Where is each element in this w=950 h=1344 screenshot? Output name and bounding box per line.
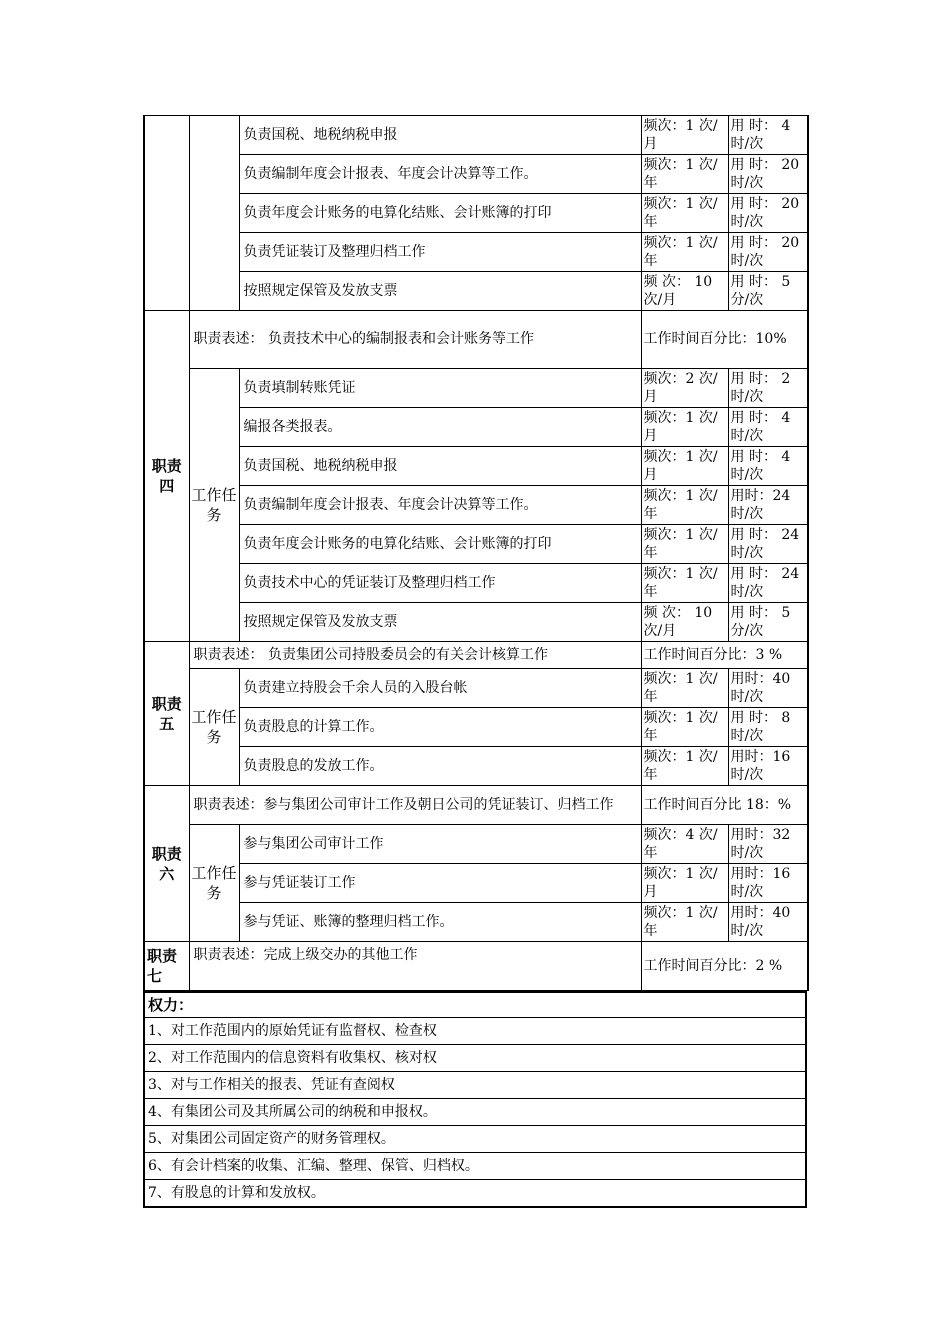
- authority-text: 7、有股息的计算和发放权。: [144, 1180, 806, 1208]
- task-duration: 用时：40时/次: [728, 669, 808, 708]
- duties-table: [143, 115, 809, 991]
- duty-time-percentage: 工作时间百分比：2 %: [641, 942, 808, 991]
- authority-table: [143, 991, 807, 1208]
- authority-item: [144, 1153, 806, 1180]
- task-row: [144, 369, 808, 408]
- authority-item: [144, 1018, 806, 1045]
- task-text: 按照规定保管及发放支票: [239, 603, 641, 642]
- task-text: 负责年度会计账务的电算化结账、会计账簿的打印: [239, 525, 641, 564]
- duty-label: 职责七: [144, 942, 189, 991]
- task-text: 负责股息的计算工作。: [239, 708, 641, 747]
- duty-label: 职责四: [144, 311, 189, 642]
- task-frequency: 频 次： 10次/月: [641, 603, 728, 642]
- task-duration: 用 时： 4时/次: [728, 116, 808, 155]
- task-frequency: 频次：1 次/ 月: [641, 116, 728, 155]
- authority-item: [144, 1180, 806, 1208]
- task-text: 负责填制转账凭证: [239, 369, 641, 408]
- authority-text: 6、有会计档案的收集、汇编、整理、保管、归档权。: [144, 1153, 806, 1180]
- task-text: 负责年度会计账务的电算化结账、会计账簿的打印: [239, 194, 641, 233]
- task-row: [144, 525, 808, 564]
- work-label-cell: [189, 116, 239, 311]
- task-row: [144, 903, 808, 942]
- task-row: [144, 272, 808, 311]
- task-duration: 用时：16时/次: [728, 864, 808, 903]
- duty-label: 职责五: [144, 642, 189, 786]
- authority-text: 5、对集团公司固定资产的财务管理权。: [144, 1126, 806, 1153]
- authority-item: [144, 1045, 806, 1072]
- task-row: [144, 408, 808, 447]
- task-frequency: 频次：1 次/年: [641, 525, 728, 564]
- duty-time-percentage: 工作时间百分比 18：%: [641, 786, 808, 825]
- task-text: 负责国税、地税纳税申报: [239, 116, 641, 155]
- task-text: 负责凭证装订及整理归档工作: [239, 233, 641, 272]
- task-duration: 用 时： 5分/次: [728, 603, 808, 642]
- work-task-label: 工作任务: [189, 669, 239, 786]
- task-duration: 用 时： 20时/次: [728, 233, 808, 272]
- task-text: 参与凭证装订工作: [239, 864, 641, 903]
- duty-description-row: [144, 311, 808, 369]
- task-frequency: 频 次： 10次/月: [641, 272, 728, 311]
- task-frequency: 频次：1 次/ 年: [641, 708, 728, 747]
- task-frequency: 频次：1 次/月: [641, 864, 728, 903]
- task-text: 负责编制年度会计报表、年度会计决算等工作。: [239, 155, 641, 194]
- job-description-sheet: [143, 115, 807, 1208]
- task-duration: 用时：40时/次: [728, 903, 808, 942]
- task-row: [144, 708, 808, 747]
- task-duration: 用 时： 4时/次: [728, 408, 808, 447]
- task-text: 参与集团公司审计工作: [239, 825, 641, 864]
- duty-description: 职责表述：参与集团公司审计工作及朝日公司的凭证装订、归档工作: [189, 786, 641, 825]
- task-duration: 用时：16时/次: [728, 747, 808, 786]
- task-frequency: 频次：1 次/ 年: [641, 155, 728, 194]
- duty-description: 职责表述：完成上级交办的其他工作: [189, 942, 641, 991]
- task-row: [144, 825, 808, 864]
- section-label-cell: [144, 116, 189, 311]
- task-row: [144, 864, 808, 903]
- task-text: 按照规定保管及发放支票: [239, 272, 641, 311]
- duty-description: 职责表述： 负责集团公司持股委员会的有关会计核算工作: [189, 642, 641, 669]
- authority-item: [144, 1099, 806, 1126]
- task-duration: 用 时： 2时/次: [728, 369, 808, 408]
- authority-text: 2、对工作范围内的信息资料有收集权、核对权: [144, 1045, 806, 1072]
- duty-description-row: [144, 786, 808, 825]
- task-row: [144, 155, 808, 194]
- task-duration: 用 时： 4时/次: [728, 447, 808, 486]
- task-duration: 用 时： 20时/次: [728, 194, 808, 233]
- task-frequency: 频次：1 次/年: [641, 194, 728, 233]
- task-duration: 用 时： 8时/次: [728, 708, 808, 747]
- task-frequency: 频次：1 次/年: [641, 486, 728, 525]
- task-frequency: 频次：1 次/月: [641, 447, 728, 486]
- task-row: [144, 747, 808, 786]
- authority-text: 3、对与工作相关的报表、凭证有查阅权: [144, 1072, 806, 1099]
- duty-description-row: [144, 942, 808, 991]
- task-duration: 用 时： 20时/次: [728, 155, 808, 194]
- task-text: 负责股息的发放工作。: [239, 747, 641, 786]
- task-text: 负责技术中心的凭证装订及整理归档工作: [239, 564, 641, 603]
- authority-title-row: [144, 992, 806, 1018]
- duty-description-row: [144, 642, 808, 669]
- duty-time-percentage: 工作时间百分比：10%: [641, 311, 808, 369]
- task-row: [144, 233, 808, 272]
- task-frequency: 频次：1 次/ 年: [641, 669, 728, 708]
- task-frequency: 频次：1 次/月: [641, 408, 728, 447]
- task-frequency: 频次：4 次/年: [641, 825, 728, 864]
- task-frequency: 频次：1 次/年: [641, 564, 728, 603]
- task-duration: 用 时： 5分/次: [728, 272, 808, 311]
- authority-text: 4、有集团公司及其所属公司的纳税和申报权。: [144, 1099, 806, 1126]
- authority-item: [144, 1072, 806, 1099]
- authority-text: 1、对工作范围内的原始凭证有监督权、检查权: [144, 1018, 806, 1045]
- task-row: [144, 603, 808, 642]
- task-row: [144, 669, 808, 708]
- task-row: [144, 116, 808, 155]
- work-task-label: 工作任务: [189, 825, 239, 942]
- task-row: [144, 194, 808, 233]
- task-frequency: 频次：2 次/月: [641, 369, 728, 408]
- task-text: 负责国税、地税纳税申报: [239, 447, 641, 486]
- duty-label: 职责六: [144, 786, 189, 942]
- task-frequency: 频次：1 次/年: [641, 233, 728, 272]
- authority-item: [144, 1126, 806, 1153]
- task-frequency: 频次：1 次/年: [641, 747, 728, 786]
- task-row: [144, 564, 808, 603]
- task-row: [144, 486, 808, 525]
- duty-time-percentage: 工作时间百分比：3 %: [641, 642, 808, 669]
- task-text: 编报各类报表。: [239, 408, 641, 447]
- task-frequency: 频次：1 次/年: [641, 903, 728, 942]
- task-duration: 用 时： 24时/次: [728, 564, 808, 603]
- task-text: 负责建立持股会千余人员的入股台帐: [239, 669, 641, 708]
- task-text: 参与凭证、账簿的整理归档工作。: [239, 903, 641, 942]
- task-duration: 用时：32时/次: [728, 825, 808, 864]
- task-duration: 用时：24时/次: [728, 486, 808, 525]
- duty-description: 职责表述： 负责技术中心的编制报表和会计账务等工作: [189, 311, 641, 369]
- authority-title: 权力：: [144, 992, 806, 1018]
- work-task-label: 工作任务: [189, 369, 239, 642]
- task-duration: 用 时： 24时/次: [728, 525, 808, 564]
- task-row: [144, 447, 808, 486]
- task-text: 负责编制年度会计报表、年度会计决算等工作。: [239, 486, 641, 525]
